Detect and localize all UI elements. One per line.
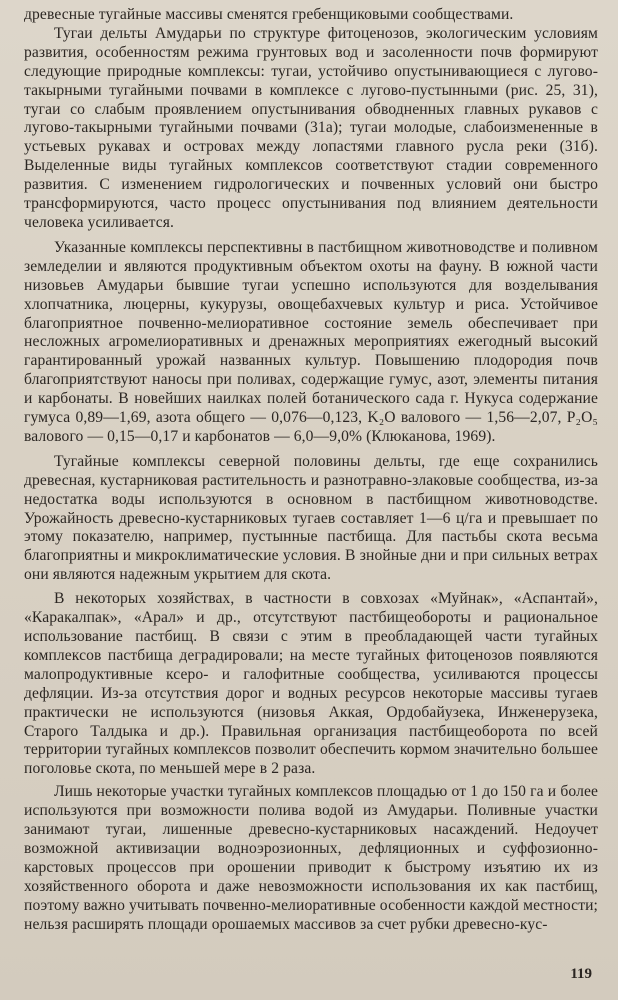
paragraph-1: древесные тугайные массивы сменятся гребенщиковыми сообществами. [24, 6, 514, 23]
paragraph-6: Лишь некоторые участки тугайных комплексов площадью от 1 до 150 га и более используются при возможности полива водой из Амударьи. Поливные участки занимают тугаи, лишенные древесно-кустарниковых насаждений. Недоучет возможной активизации водноэрозионных, дефляционных и суффозионно-карстовых процессов при орошении приводит к быстрому изъятию их из хозяйственного оборота и даже невозможности использования их как пастбищ, поэтому важно учитывать почвенно-мелиоративные особенности каждой местности; нельзя расширять площади орошаемых массивов за счет рубки древесно-кус- [24, 783, 598, 933]
paragraph-5: В некоторых хозяйствах, в частности в совхозах «Муйнак», «Аспантай», «Каракалпак», «Арал» и др., отсутствуют пастбищеобороты и рациональное использование пастбищ. В связи с этим в преобладающей части тугайных комплексов пастбища деградировали; на месте тугайных фитоценозов появляются малопродуктивные ксеро- и галофитные сообщества, усиливаются процессы дефляции. Из-за отсутствия дорог и водных ресурсов некоторые массивы тугаев практически не используются (низовья Аккая, Ордобайузека, Инженерузека, Старого Талдыка и др.). Правильная организация пастбищеоборота по всей территории тугайных комплексов позволит обеспечить кормом значительно большее поголовье скота, по меньшей мере в 2 раза. [24, 590, 598, 778]
paragraph-2: Тугаи дельты Амударьи по структуре фитоценозов, экологическим условиям развития, особенностям режима грунтовых вод и засоленности почв формируют следующие природные комплексы: тугаи, устойчиво опустынивающиеся с лугово-такырными тугайными почвами в комплексе с лугово-пустынными (рис. 25, 31), тугаи со слабым проявлением опустынивания обводненных главных рукавов с лугово-такырными тугайными почвами (31а); тугаи молодые, слабоизмененные в устьевых рукавах и островах между лопастями главного русла реки (31б). Выделенные виды тугайных комплексов соответствуют стадии современного развития. С изменением гидрологических и почвенных условий они быстро трансформируются, часто процесс опустынивания под влиянием деятельности человека усиливается. [24, 24, 598, 231]
page-number: 119 [570, 966, 592, 982]
paragraph-3: Указанные комплексы перспективны в пастбищном животноводстве и поливном земледелии и являются продуктивным объектом охоты на фауну. В южной части низовьев Амударьи бывшие тугаи успешно используются для возделывания хлопчатника, люцерны, кукурузы, овощебахчевых культур и риса. Устойчивое благоприятное почвенно-мелиоративное состояние земель обеспечивает при несложных агромелиоративных и дренажных мероприятиях ежегодный высокий гарантированный урожай названных культур. Повышению плодородия почв благоприятствуют наносы при поливах, содержащие гумус, азот, элементы питания и карбонаты. В новейших наилках полей ботанического сада г. Нукуса содержание гумуса 0,89—1,69, азота общего — 0,076—0,123, K₂O валового — 1,56—2,07, P₂O₅ валового — 0,15—0,17 и карбонатов — 6,0—9,0% (Клюканова, 1969). [24, 238, 598, 445]
paragraph-4: Тугайные комплексы северной половины дельты, где еще сохранились древесная, кустарниковая растительность и разнотравно-злаковые сообщества, из-за недостатка воды используются в основном в пастбищном животноводстве. Урожайность древесно-кустарниковых тугаев составляет 1—6 ц/га и превышает по этому показателю, например, пустынные пастбища. Для пастьбы скота весьма благоприятны и микроклиматические условия. В знойные дни и при сильных ветрах они являются надежным укрытием для скота. [24, 452, 598, 584]
